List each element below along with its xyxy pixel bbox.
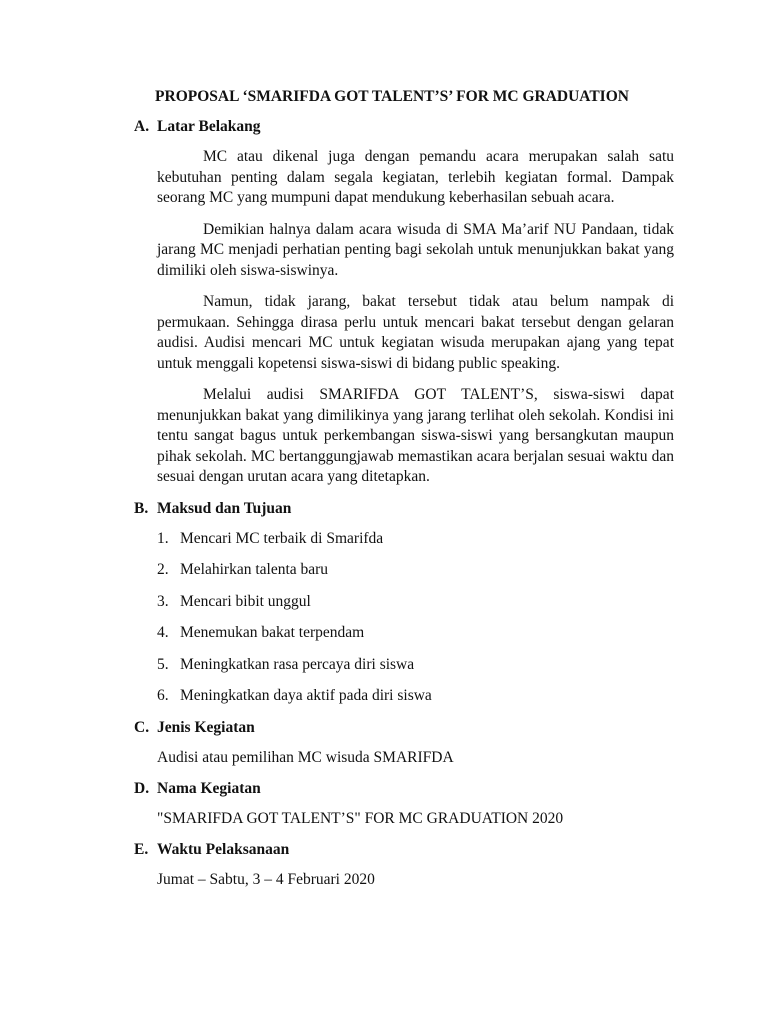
section-heading <box>0 779 768 799</box>
list-item <box>0 623 768 643</box>
section-letter: D. <box>134 780 150 798</box>
list-text: Meningkatkan rasa percaya diri siswa <box>180 655 415 673</box>
list-item <box>0 592 768 612</box>
list-item <box>0 529 768 549</box>
section-heading-text: Jenis Kegiatan <box>157 719 255 737</box>
section-heading <box>0 499 768 519</box>
list-item <box>0 655 768 675</box>
list-item <box>0 686 768 706</box>
list-text: Melahirkan talenta baru <box>180 561 329 579</box>
section-heading-text: Latar Belakang <box>157 118 261 135</box>
paragraph: Demikian halnya dalam acara wisuda di SMA Ma’arif NU Pandaan, tidak jarang MC menjadi perhatian penting bagi sekolah untuk menunjukkan bakat yang dimiliki oleh siswa-siswinya. <box>157 220 674 279</box>
section-heading <box>0 718 768 738</box>
section-letter: A. <box>134 118 150 135</box>
list-text: Menemukan bakat terpendam <box>180 624 365 642</box>
paragraph: MC atau dikenal juga dengan pemandu acara merupakan salah satu kebutuhan penting dalam segala kegiatan, terlebih kegiatan formal. Dampak seorang MC yang mumpuni dapat mendukung keberhasilan sebuah acara. <box>157 148 674 206</box>
list-item <box>0 560 768 580</box>
section-letter: C. <box>134 719 150 737</box>
section-jenis-kegiatan <box>0 718 768 768</box>
list-number: 4. <box>157 624 169 642</box>
list-number: 6. <box>157 687 169 705</box>
list-text: Meningkatkan daya aktif pada diri siswa <box>180 687 432 705</box>
list-number: 1. <box>157 529 169 547</box>
list-number: 3. <box>157 592 169 610</box>
section-latar-belakang <box>0 117 768 488</box>
paragraph: Namun, tidak jarang, bakat tersebut tidak atau belum nampak di permukaan. Sehingga dirasa perlu untuk mencari bakat tersebut dengan gelaran audisi. Audisi mencari MC untuk kegiatan wisuda merupakan ajang yang tepat untuk menggali kopetensi siswa-siswi di bidang public speaking. <box>157 293 674 372</box>
section-heading-text: Nama Kegiatan <box>157 780 261 798</box>
section-heading <box>0 117 768 137</box>
paragraph: Melalui audisi SMARIFDA GOT TALENT’S, siswa-siswi dapat menunjukkan bakat yang dimilikinya yang jarang terlihat oleh sekolah. Kondisi ini tentu sangat bagus untuk perkembangan siswa-siswi yang bersangkutan maupun pihak sekolah. MC bertanggungjawab memastikan acara berjalan sesuai waktu dan sesuai dengan urutan acara yang ditetapkan. <box>157 386 674 485</box>
document-title: PROPOSAL ‘SMARIFDA GOT TALENT’S’ FOR MC GRADUATION <box>155 88 629 105</box>
section-heading-text: Waktu Pelaksanaan <box>157 841 290 859</box>
list-number: 2. <box>157 561 169 579</box>
list-text: Mencari bibit unggul <box>180 592 311 610</box>
section-maksud-tujuan <box>0 499 768 707</box>
section-heading <box>0 840 768 860</box>
section-body: Jumat – Sabtu, 3 – 4 Februari 2020 <box>157 871 375 889</box>
section-body: "SMARIFDA GOT TALENT’S" FOR MC GRADUATION 2020 <box>157 810 564 828</box>
section-waktu-pelaksanaan <box>0 840 768 890</box>
section-letter: E. <box>134 841 149 859</box>
section-heading-text: Maksud dan Tujuan <box>157 499 292 517</box>
objectives-list <box>0 529 768 707</box>
section-letter: B. <box>134 499 149 517</box>
section-nama-kegiatan <box>0 779 768 829</box>
section-body: Audisi atau pemilihan MC wisuda SMARIFDA <box>157 749 454 767</box>
list-number: 5. <box>157 655 169 673</box>
list-text: Mencari MC terbaik di Smarifda <box>180 529 384 547</box>
